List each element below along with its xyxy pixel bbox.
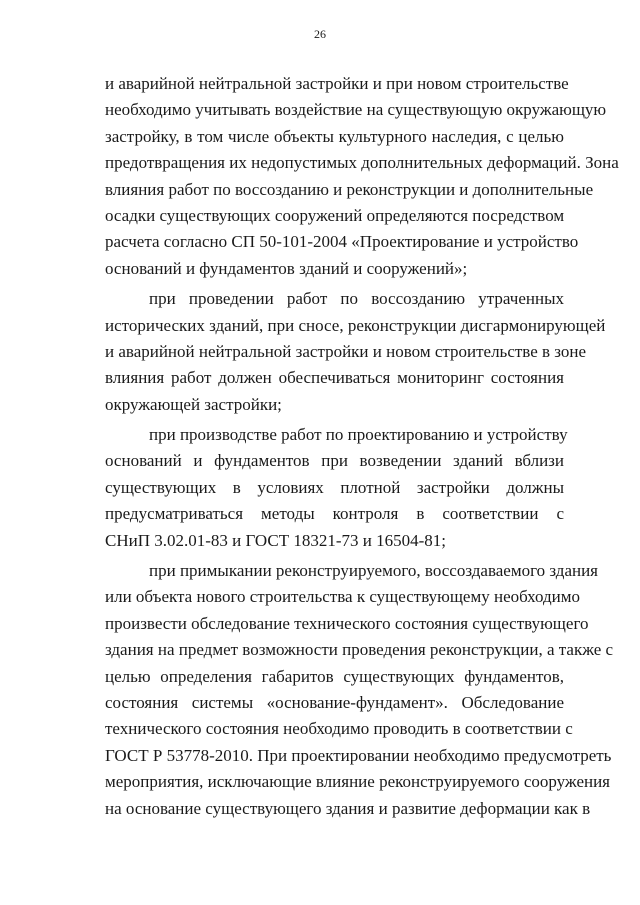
text-line: СНиП 3.02.01-83 и ГОСТ 18321-73 и 16504-81; xyxy=(105,530,447,550)
text-line: технического состояния необходимо проводить в соответствии с xyxy=(105,719,573,739)
text-line: целью определения габаритов существующих фундаментов, xyxy=(105,666,564,686)
text-line: необходимо учитывать воздействие на существующую окружающую xyxy=(105,100,607,120)
paragraph xyxy=(105,71,619,282)
paragraph xyxy=(105,286,606,418)
text-line: предотвращения их недопустимых дополнительных деформаций. Зона xyxy=(105,153,619,173)
text-line: произвести обследование технического состояния существующего xyxy=(105,613,589,633)
text-line: оснований и фундаментов зданий и сооружений»; xyxy=(105,258,468,278)
text-line: существующих в условиях плотной застройки должны xyxy=(105,477,564,497)
text-line: ГОСТ Р 53778-2010. При проектировании необходимо предусмотреть xyxy=(105,745,612,765)
text-line: окружающей застройки; xyxy=(105,394,282,414)
text-line: влияния работ по воссозданию и реконструкции и дополнительные xyxy=(105,179,594,199)
text-line: застройку, в том числе объекты культурного наследия, с целью xyxy=(105,126,564,146)
text-line: при примыкании реконструируемого, воссоздаваемого здания xyxy=(149,561,599,581)
text-line: состояния системы «основание-фундамент». Обследование xyxy=(105,692,564,712)
text-line: осадки существующих сооружений определяются посредством xyxy=(105,205,565,225)
text-line: исторических зданий, при сносе, реконструкции дисгармонирующей xyxy=(105,315,606,335)
text-line: при производстве работ по проектированию и устройству xyxy=(149,425,568,445)
text-line: здания на предмет возможности проведения реконструкции, а также с xyxy=(105,640,614,660)
text-line: предусматриваться методы контроля в соответствии с xyxy=(105,504,564,524)
text-line: влияния работ должен обеспечиваться мониторинг состояния xyxy=(105,368,564,388)
text-line: и аварийной нейтральной застройки и при новом строительстве xyxy=(105,74,569,93)
text-line: мероприятия, исключающие влияние реконструируемого сооружения xyxy=(105,772,611,792)
text-line: оснований и фундаментов при возведении зданий вблизи xyxy=(105,451,564,471)
page-number: 26 xyxy=(314,27,326,41)
document-body xyxy=(105,71,619,822)
text-line: при проведении работ по воссозданию утраченных xyxy=(149,289,564,309)
paragraph xyxy=(105,422,568,554)
text-line: или объекта нового строительства к существующему необходимо xyxy=(105,587,580,607)
text-line: расчета согласно СП 50-101-2004 «Проектирование и устройство xyxy=(105,232,579,252)
paragraph xyxy=(105,558,614,822)
text-line: и аварийной нейтральной застройки и новом строительстве в зоне xyxy=(105,341,587,361)
text-line: на основание существующего здания и развитие деформации как в xyxy=(105,798,591,818)
